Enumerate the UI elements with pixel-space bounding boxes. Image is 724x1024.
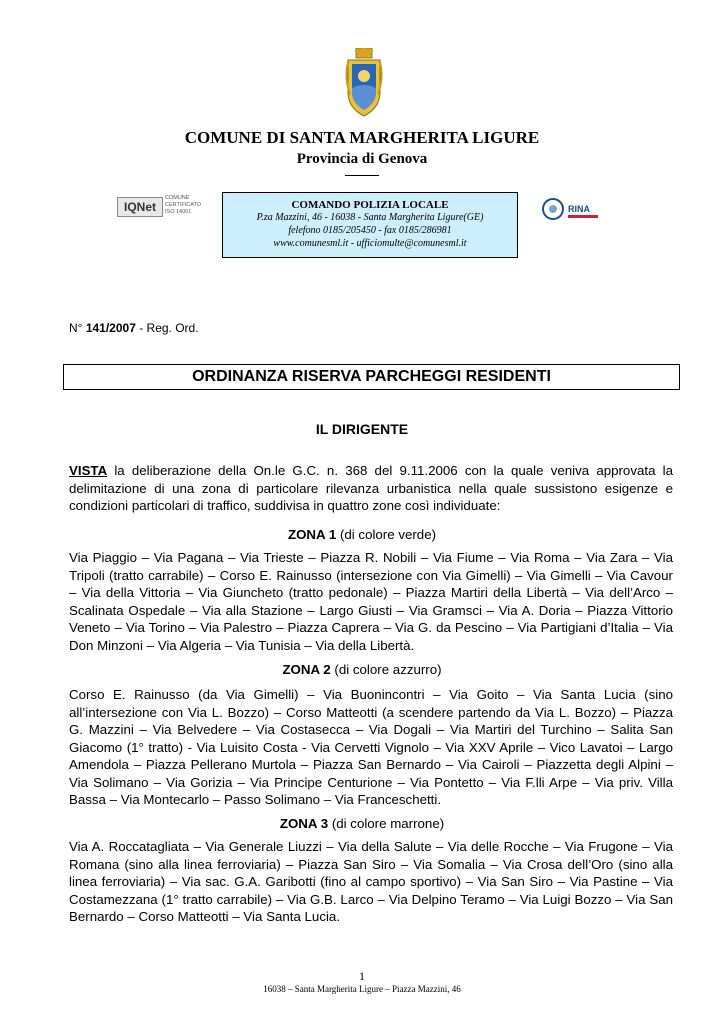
zone-1-streets: Via Piaggio – Via Pagana – Via Trieste – Piazza R. Nobili – Via Fiume – Via Roma – Via Zara – Via Tripoli (tratto carrabile) – Corso E. Rainusso (intersezione con Via Gimelli) – Via Gimelli – Via Cavour – Via della Vittoria – Via Giuncheto (tratto pedonale) – Piazza Martiri della Libertà – Via dell’Arco – Scalinata Ospedale – Via alla Stazione – Largo Giusti – Via Gramsci – Via A. Doria – Piazza Vittorio Veneto – Via Torino – Via Palestro – Piazza Caprera – Via G. da Pescino – Via Partigiani d’Italia – Via Don Minzoni – Via Algeria – Via Tunisia – Via della Libertà. — [69, 550, 673, 653]
ordinance-title: ORDINANZA RISERVA PARCHEGGI RESIDENTI — [63, 364, 680, 390]
issuer-heading: IL DIRIGENTE — [315, 421, 409, 437]
zone-2-streets: Corso E. Rainusso (da Via Gimelli) – Via Buonincontri – Via Goito – Via Santa Lucia (sino all’intersezione con Via L. Bozzo) – Corso Matteotti (a scendere partendo da Via L. Bozzo) – Piazza G. Mazzini – Via Belvedere – Via Costasecca – Via Dogali – Via Martiri del Turchino – Salita San Giacomo (1° tratto) - Via Luisito Costa - Via Cervetti Vignolo – Via XXV Aprile – Vico Lavatoi – Largo Amendola – Piazza Pellerano Murtola – Piazza San Bernardo – Via Cairoli – Piazzetta degli Alpini – Via Solimano – Via Gorizia – Via Principe Centurione – Via Pontetto – Via F.lli Arpe – Via priv. Villa Bassa – Via Montecarlo – Passo Solimano – Via Franceschetti. — [69, 687, 673, 807]
rina-bar — [568, 215, 598, 218]
police-web: www.comunesml.it - ufficiomulte@comunesml.it — [273, 238, 467, 249]
ordinance-number-line: N° 141/2007 - Reg. Ord. — [69, 321, 199, 335]
police-address: P.za Mazzini, 46 - 16038 - Santa Margherita Ligure(GE) — [256, 212, 484, 223]
rina-certification-logo — [540, 196, 614, 224]
zone-2-heading: ZONA 2 (di colore azzurro) — [282, 662, 442, 677]
intro-paragraph: VISTA la deliberazione della On.le G.C. n. 368 del 9.11.2006 con la quale veniva approvata la delimitazione di una zona di particolare rilevanza urbanistica nella quale sussistono esigenze e condizioni particolari di traffico, suddivisa in quattro zone così individuate: — [69, 463, 673, 513]
iqnet-logo-mark: IQNet — [117, 197, 163, 217]
vista-keyword: VISTA — [69, 463, 108, 478]
certification-text: COMUNE CERTIFICATO ISO 14001 — [165, 195, 202, 215]
iqnet-certification-logo — [117, 195, 207, 219]
zone-3-heading: ZONA 3 (di colore marrone) — [279, 816, 445, 831]
ordinance-number: 141/2007 — [85, 321, 136, 335]
police-heading: COMANDO POLIZIA LOCALE — [291, 199, 449, 211]
title-divider — [345, 175, 379, 176]
zone-1-heading: ZONA 1 (di colore verde) — [287, 527, 437, 542]
police-phones: felefono 0185/205450 - fax 0185/286981 — [288, 225, 452, 236]
page-number: 1 — [359, 969, 365, 983]
zone-3-streets: Via A. Roccatagliata – Via Generale Liuzzi – Via della Salute – Via delle Rocche – Via Frugone – Via Romana (sino alla linea ferroviaria) – Piazza San Siro – Via Somalia – Via Crosa dell’Oro (sino alla linea ferroviaria) – Via sac. G.A. Garibotti (fino al campo sportivo) – Via San Siro – Via Pastine – Via Costamezzana (1° tratto carrabile) – Via G.B. Larco – Via Delpino Teramo – Via Luigi Bozzo – Via San Bernardo – Corso Matteotti – Via Santa Lucia. — [69, 839, 673, 924]
police-command-box — [222, 192, 518, 258]
page-footer: 16038 – Santa Margherita Ligure – Piazza Mazzini, 46 — [263, 984, 461, 994]
rina-brand: RINA — [568, 204, 590, 214]
province-subtitle: Provincia di Genova — [296, 151, 428, 167]
municipal-crest-logo — [344, 48, 384, 118]
municipality-title: COMUNE DI SANTA MARGHERITA LIGURE — [184, 128, 540, 147]
rina-seal-icon — [542, 198, 564, 220]
